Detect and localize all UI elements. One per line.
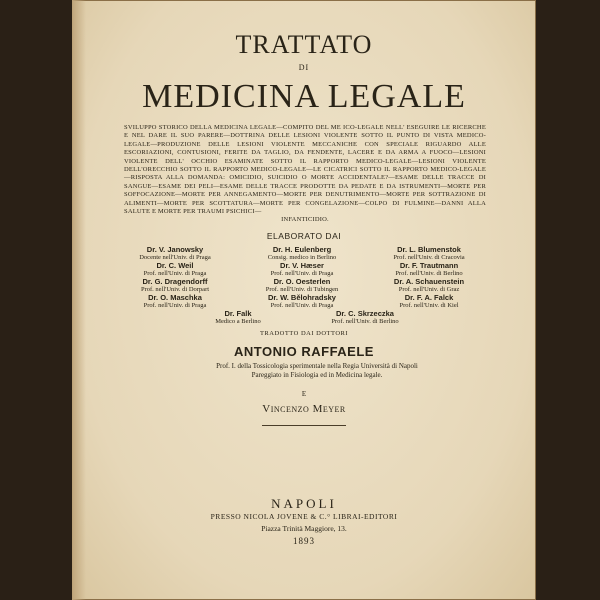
author-entry [112, 262, 238, 278]
author-name: Dr. Falk [224, 309, 252, 318]
author-entry [302, 310, 428, 326]
author-affiliation: Prof. nell'Univ. di Tubingen [265, 286, 339, 293]
author-name: Dr. V. Janowsky [146, 245, 204, 254]
author-affiliation: Prof. nell'Univ. di Praga [270, 270, 334, 277]
author-affiliation: Prof. nell'Univ. di Graz [398, 286, 460, 293]
author-affiliation: Prof. nell'Univ. di Berlino [395, 270, 463, 277]
divider-rule [262, 425, 346, 426]
author-affiliation: Prof. nell'Univ. di Praga [270, 302, 334, 309]
contents-summary-last-line: INFANTICIDIO. [281, 216, 329, 224]
title-trattato: TRATTATO [235, 30, 373, 59]
author-entry [366, 246, 492, 262]
author-entry [239, 294, 365, 310]
author-affiliation: Prof. nell'Univ. di Kiel [399, 302, 459, 309]
tradotto-label: TRADOTTO DAI DOTTORI [259, 330, 349, 337]
translator-description [132, 362, 502, 380]
author-affiliation: Medico a Berlino [215, 318, 261, 325]
author-affiliation: Prof. nell'Univ. di Dorpart [140, 286, 210, 293]
author-entry [239, 246, 365, 262]
author-affiliation: Prof. nell'Univ. di Cracovia [393, 254, 465, 261]
author-affiliation: Docente nell'Univ. di Praga [139, 254, 211, 261]
author-entry [175, 310, 301, 326]
author-entry [366, 278, 492, 294]
translator-name: ANTONIO RAFFAELE [234, 344, 374, 359]
second-translator-name: Vincenzo Meyer [262, 403, 346, 415]
author-name: Dr. V. Hæser [280, 261, 324, 270]
author-entry [366, 294, 492, 310]
author-entry [112, 294, 238, 310]
author-name: Dr. G. Dragendorff [142, 277, 208, 286]
author-name: Dr. H. Eulenberg [272, 245, 332, 254]
author-name: Dr. L. Blumenstok [397, 245, 461, 254]
author-name: Dr. F. Trautmann [399, 261, 459, 270]
title-di: DI [298, 63, 310, 72]
author-entry [239, 262, 365, 278]
elaborato-label: ELABORATO DAI [266, 231, 342, 241]
author-entry [239, 278, 365, 294]
contents-summary-body: SVILUPPO STORICO DELLA MEDICINA LEGALE—COMPITO DEL ME ICO-LEGALE NELL' ESEGUIRE LE RICERCHE E NEL DARE IL SUO PARERE—DOTTRINA DELLE LESIONI VIOLENTE SOTTO IL PUNTO DI VISTA MEDICO-LEGALE—PRODUZIONE DELLE LESIONI VIOLENTE MECCANICHE CON SPECIALE RIGUARDO ALLE ESCORIAZIONI, CONTUSIONI, FERITE DA TAGLIO, DA FENDENTE, LACERE E DA ARMA A FUOCO—LESIONI VIOLENTE DELL' OCCHIO ESAMINATE SOTTO IL RAPPORTO MEDICO-LEGALE—LESIONI VIOLENTE DELL'ORECCHIO SOTTO IL RAPPORTO MEDICO-LEGALE—LE CICATRICI SOTTO IL RAPPORTO MEDICO-LEGALE—RISPOSTA ALLA DOMANDA: OMICIDIO, SUICIDIO O MORTE ACCIDENTALE?—ESAME DELLE TRACCE DI SANGUE—ESAME DEI PELI—ESAME DELLE TRACCE PRODOTTE DA PEDATE E DA ISTRUMENTI—MORTE PER SOFFOCAZIONE—MORTE PER ANNEGAMENTO—MORTE PER DENUTRIMENTO—MORTE PER SOTTRAZIONE DI ALIMENTI—MORTE PER SCOTTATURA—MORTE PER CONGELAZIONE—COLPO DI FULMINE—DANNI ALLA SALUTE E MORTE PER TRAUMI PSICHICI— [124, 124, 486, 216]
author-affiliation: Prof. nell'Univ. di Berlino [331, 318, 399, 325]
imprint-publisher: PRESSO NICOLA JOVENE & C.° LIBRAI-EDITORI [210, 512, 398, 521]
author-name: Dr. O. Oesterlen [273, 277, 331, 286]
title-medicina-legale: MEDICINA LEGALE [142, 78, 466, 115]
title-page [72, 0, 536, 600]
author-entry [112, 246, 238, 262]
conjunction: E [301, 390, 307, 398]
author-affiliation: Consig. medico in Berlino [267, 254, 337, 261]
translator-description-line1: Prof. I. della Tossicologia sperimentale nella Regia Università di Napoli [216, 362, 418, 370]
author-entry [112, 278, 238, 294]
author-entry [366, 262, 492, 278]
author-name: Dr. C. Skrzeczka [336, 309, 394, 318]
imprint-address: Piazza Trinità Maggiore, 13. [261, 524, 347, 533]
imprint-year: 1893 [293, 536, 315, 546]
author-name: Dr. W. Bělohradsky [268, 293, 336, 302]
imprint-city: NAPOLI [271, 496, 337, 511]
author-affiliation: Prof. nell'Univ. di Praga [143, 302, 207, 309]
author-affiliation: Prof. nell'Univ. di Praga [143, 270, 207, 277]
author-name: Dr. A. Schauenstein [393, 277, 465, 286]
author-name: Dr. O. Maschka [148, 293, 202, 302]
translator-description-line2: Pareggiato in Fisiologia ed in Medicina legale. [251, 371, 383, 379]
author-name: Dr. F. A. Falck [404, 293, 454, 302]
contents-summary [124, 124, 486, 225]
author-name: Dr. C. Weil [156, 261, 194, 270]
